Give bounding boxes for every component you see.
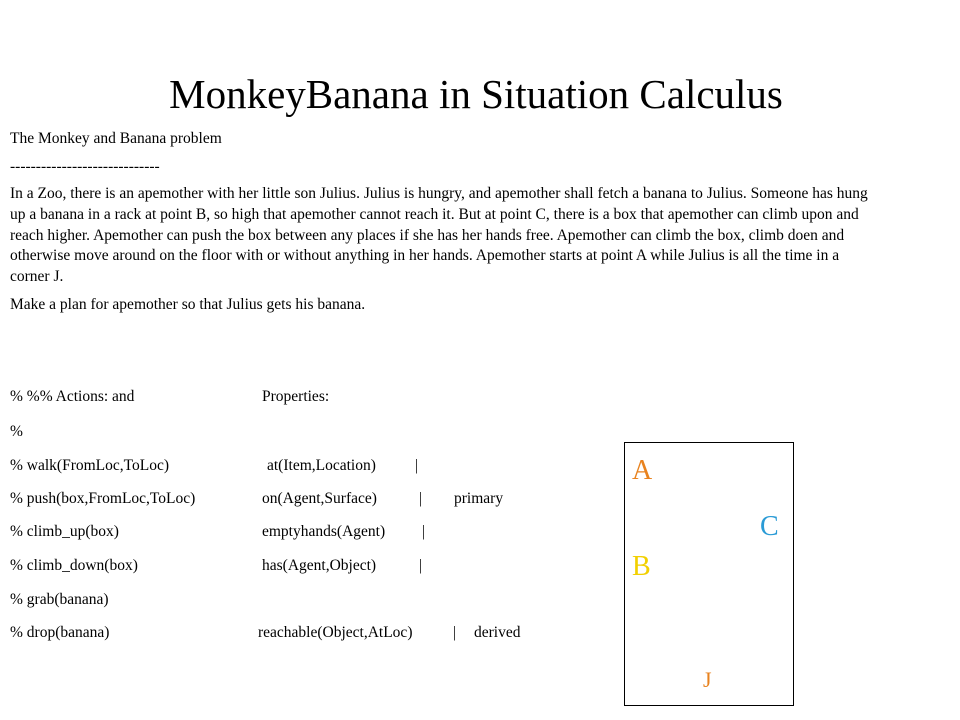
code-line <box>10 622 570 644</box>
problem-subtitle: The Monkey and Banana problem <box>10 130 222 147</box>
action-text: % climb_up(box) <box>10 523 119 540</box>
code-line <box>10 521 570 543</box>
action-text: % %% Actions: and <box>10 388 135 405</box>
property-text: reachable(Object,AtLoc) <box>258 624 413 641</box>
property-kind: derived <box>474 624 521 641</box>
action-text: % <box>10 423 23 440</box>
point-c-label: C <box>760 511 779 542</box>
point-a-label: A <box>632 455 653 486</box>
property-text: emptyhands(Agent) <box>262 523 386 540</box>
code-line <box>10 488 570 510</box>
problem-paragraph: In a Zoo, there is an apemother with her little son Julius. Julius is hungry, and apemother shall fetch a banana to Julius. Someone has hung up a banana in a rack at point B, so high that apemother cannot reach it. But at point C, there is a box that apemother can climb upon and reach higher. Apemother can push the box between any places if she has her hands free. Apemother can climb the box, climb doen and otherwise move around on the floor with or without anything in her hands. Apemother starts at point A while Julius is all the time in a corner J. <box>10 185 868 286</box>
code-line <box>10 555 570 577</box>
corner-j-label: J <box>703 667 712 692</box>
action-text: % push(box,FromLoc,ToLoc) <box>10 490 196 507</box>
property-text: on(Agent,Surface) <box>262 490 377 507</box>
property-text: at(Item,Location) <box>267 457 376 474</box>
code-line <box>10 455 570 477</box>
task-statement: Make a plan for apemother so that Julius gets his banana. <box>10 295 366 313</box>
separator-line: ----------------------------- <box>10 158 160 175</box>
separator-bar: | <box>419 490 423 507</box>
separator-bar: | <box>453 624 457 641</box>
action-text: % grab(banana) <box>10 591 109 608</box>
property-text: Properties: <box>262 388 330 405</box>
action-text: % drop(banana) <box>10 624 110 641</box>
zoo-floor-diagram <box>624 442 794 706</box>
page-title: MonkeyBanana in Situation Calculus <box>169 71 783 117</box>
problem-description <box>10 128 872 316</box>
property-kind: primary <box>454 490 504 507</box>
action-text: % walk(FromLoc,ToLoc) <box>10 457 170 474</box>
code-line <box>10 589 570 611</box>
code-line <box>10 421 570 443</box>
separator-bar: | <box>415 457 419 474</box>
action-text: % climb_down(box) <box>10 557 138 574</box>
point-b-label: B <box>632 551 651 582</box>
property-text: has(Agent,Object) <box>262 557 377 574</box>
separator-bar: | <box>422 523 426 540</box>
code-line <box>10 386 570 408</box>
separator-bar: | <box>419 557 423 574</box>
